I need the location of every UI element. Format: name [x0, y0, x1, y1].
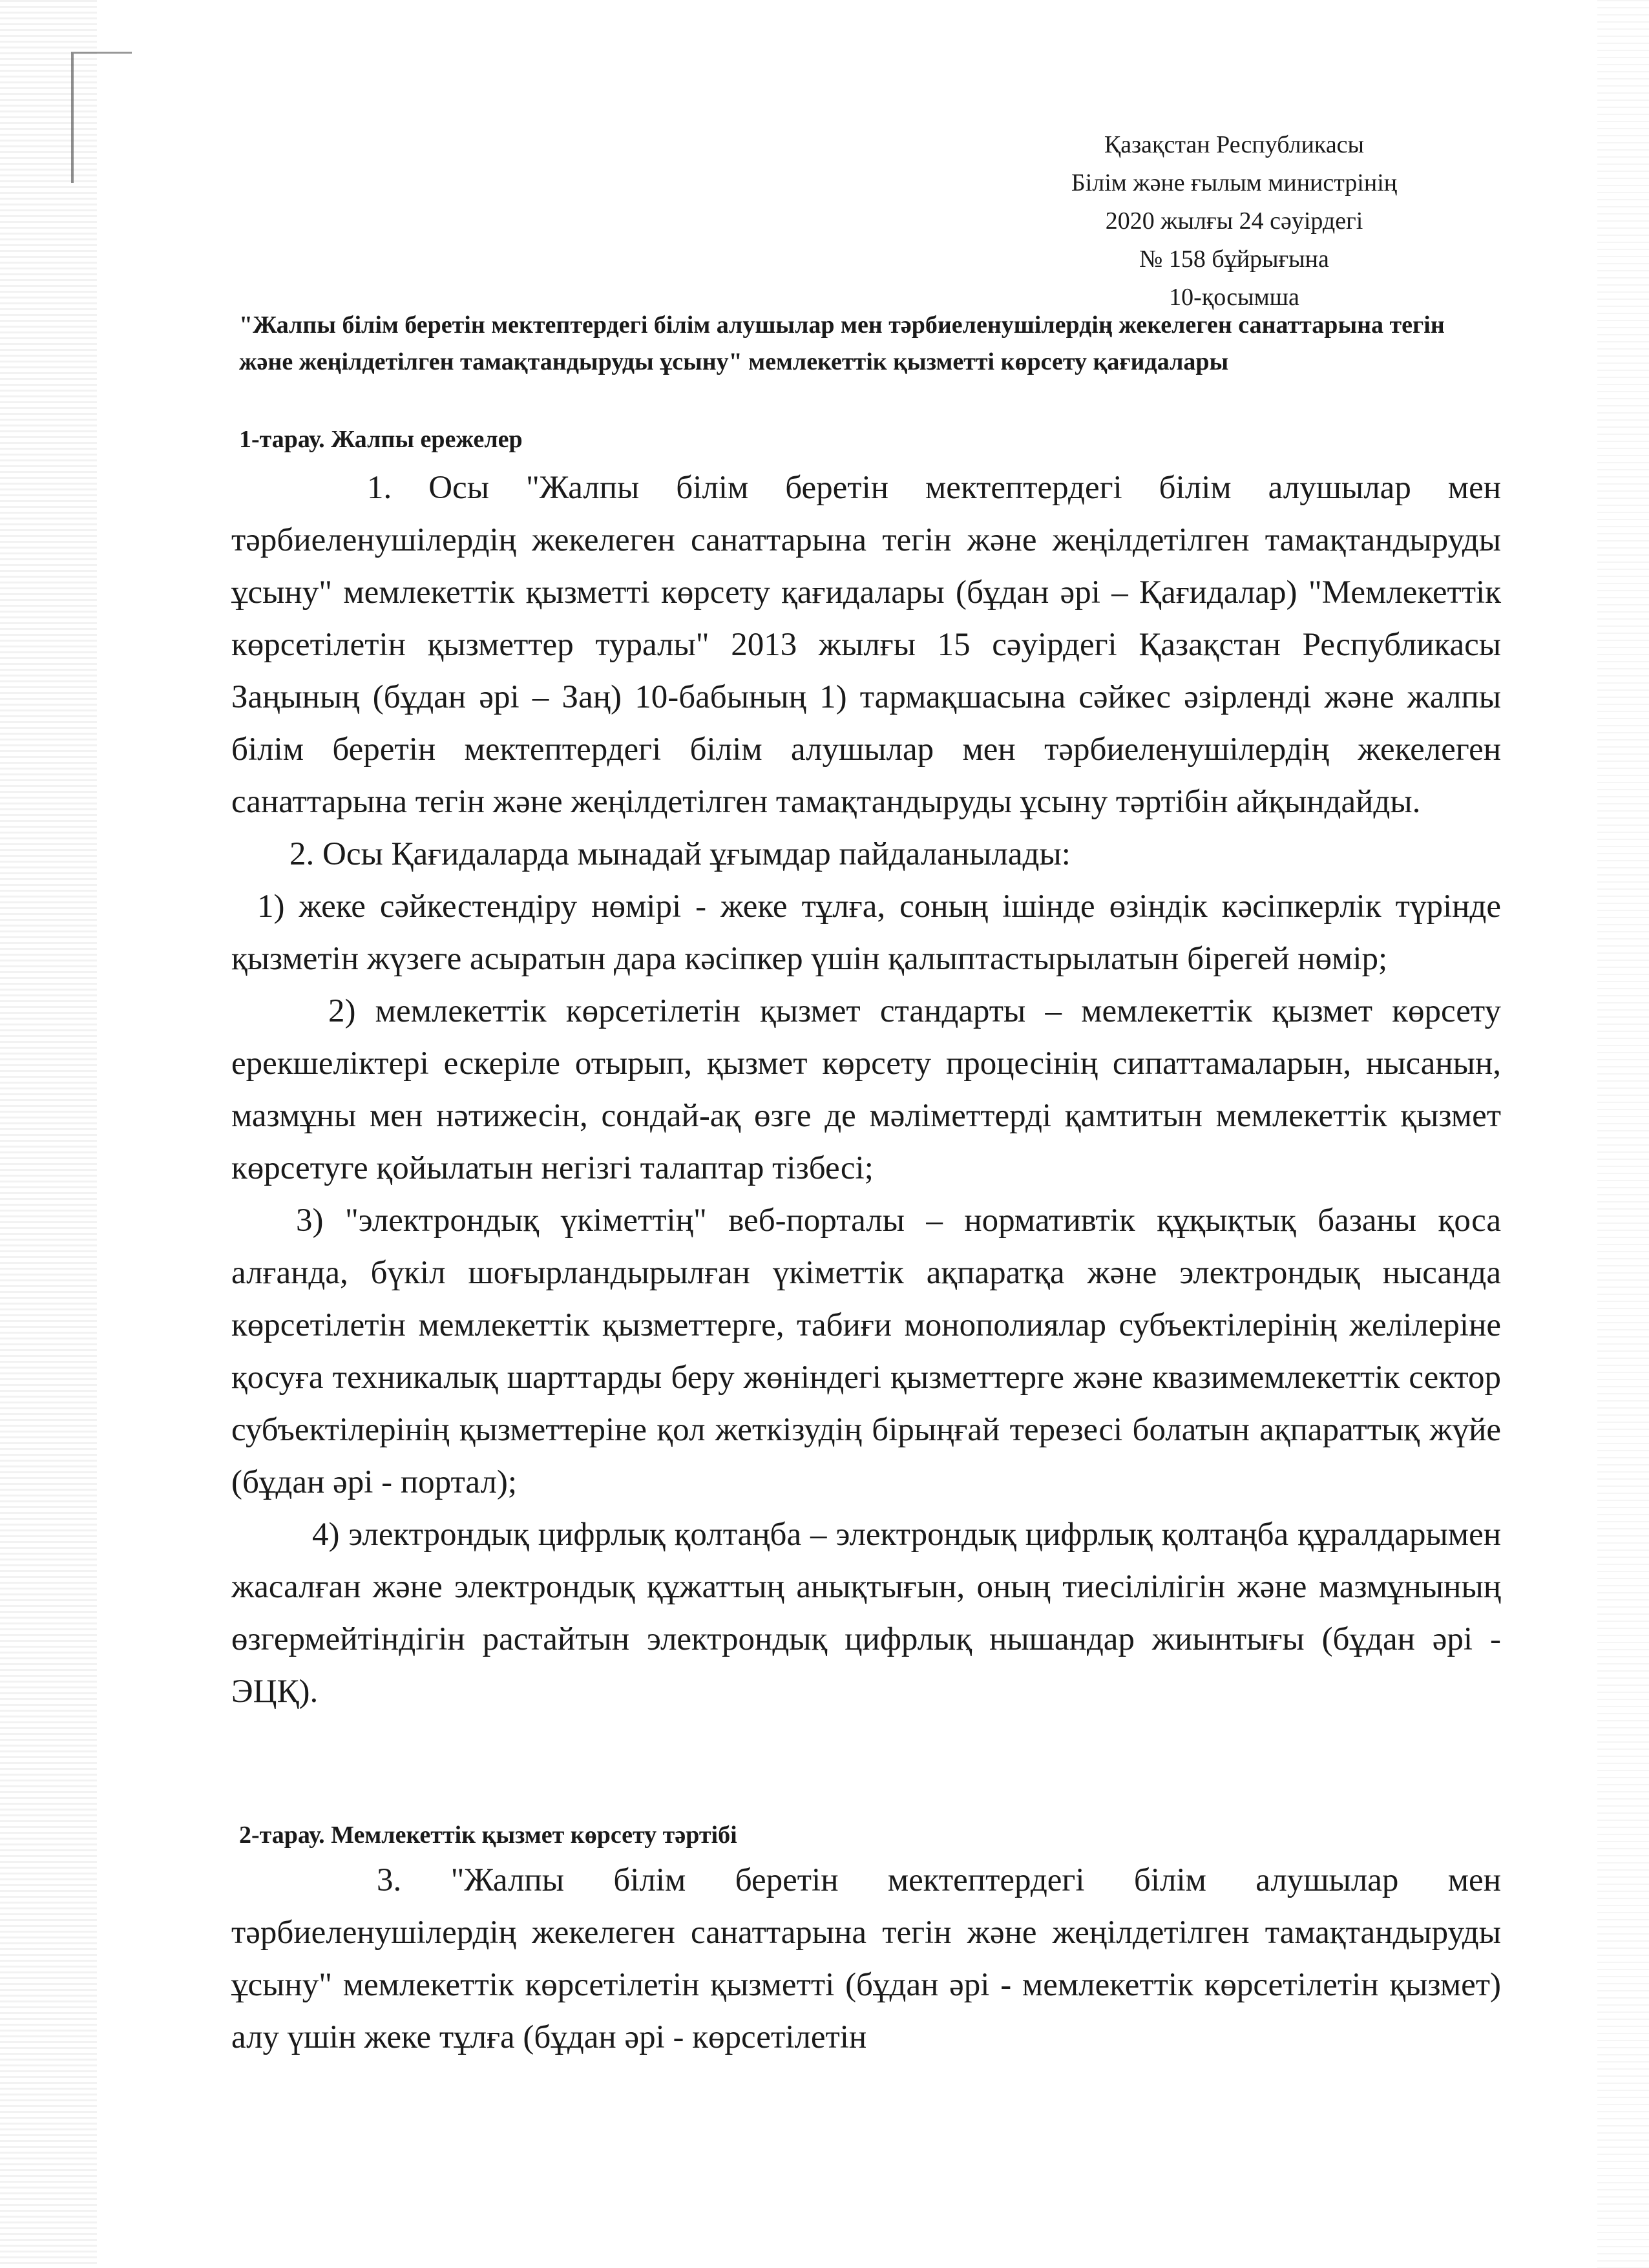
header-line-5: 10-қосымша: [1169, 284, 1299, 311]
section-1-heading: 1-тарау. Жалпы ережелер: [239, 426, 523, 453]
paragraph-item-2: 2) мемлекеттік көрсетілетін қызмет стандарты – мемлекеттік қызмет көрсету ерекшеліктері ескеріле отырып, қызмет көрсету процесінің сипаттамаларын, нысанын, мазмұны мен нәтижесін, сондай-ақ өзге де мәліметтерді қамтитын мемлекеттік қызмет көрсетуге қойылатын негізгі талаптар тізбесі;: [231, 993, 1501, 1186]
document-title: "Жалпы білім беретін мектептердегі білім алушылар мен тәрбиеленушілердің жекелеген санаттарына тегін және жеңілдетілген тамақтандыруды ұсыну" мемлекеттік қызметті көрсету қағидалары: [239, 311, 1445, 375]
section-2-body: [231, 1854, 1501, 2064]
paragraph-item-4: 4) электрондық цифрлық қолтаңба – электрондық цифрлық қолтаңба құралдарымен жасалған және электрондық құжаттың анықтығын, оның тиесілілігін және мазмұнының өзгермейтіндігін растайтын электрондық цифрлық нышандар жиынтығы (бұдан әрі - ЭЦҚ).: [231, 1517, 1501, 1710]
section-1-body: [231, 462, 1501, 1718]
paragraph-3: 3. "Жалпы білім беретін мектептердегі білім алушылар мен тәрбиеленушілердің жекелеген санаттарына тегін және жеңілдетілген тамақтандыруды ұсыну" мемлекеттік көрсетілетін қызметті (бұдан әрі - мемлекеттік көрсетілетін қызмет) алу үшін жеке тұлға (бұдан әрі - көрсетілетін: [231, 1862, 1501, 2055]
header-line-4: № 158 бұйрығына: [1139, 246, 1329, 273]
header-line-3: 2020 жылғы 24 сәуірдегі: [1105, 207, 1363, 235]
paragraph-1: 1. Осы "Жалпы білім беретін мектептердегі білім алушылар мен тәрбиеленушілердің жекелеген санаттарына тегін және жеңілдетілген тамақтандыруды ұсыну" мемлекеттік қызметті көрсету қағидалары (бұдан әрі – Қағидалар) "Мемлекеттік көрсетілетін қызметтер туралы" 2013 жылғы 15 сәуірдегі Қазақстан Республикасы Заңының (бұдан әрі – Заң) 10-бабының 1) тармақшасына сәйкес әзірленді және жалпы білім беретін мектептердегі білім алушылар мен тәрбиеленушілердің жекелеген санаттарына тегін және жеңілдетілген тамақтандыруды ұсыну тәртібін айқындайды.: [231, 470, 1501, 820]
header-line-2: Білім және ғылым министрінің: [1071, 169, 1398, 196]
appendix-header: [1008, 126, 1460, 317]
staple-mark: [71, 52, 132, 183]
scan-edge-right: [1597, 0, 1649, 2268]
scan-edge-left: [0, 0, 97, 2268]
paragraph-item-3: 3) "электрондық үкіметтің" веб-порталы – нормативтік құқықтық базаны қоса алғанда, бүкіл шоғырландырылған үкіметтік ақпаратқа және электрондық нысанда көрсетілетін мемлекеттік қызметтерге, табиғи монополиялар субъектілерінің желілеріне қосуға техникалық шарттарды беру жөніндегі қызметтерге және квазимемлекеттік сектор субъектілерінің қызметтеріне қол жеткізудің бірыңғай терезесі болатын ақпараттық жүйе (бұдан әрі - портал);: [231, 1202, 1501, 1500]
section-2-heading: 2-тарау. Мемлекеттік қызмет көрсету тәртібі: [239, 1822, 737, 1849]
paragraph-item-1: 1) жеке сәйкестендіру нөмірі - жеке тұлға, соның ішінде өзіндік кәсіпкерлік түрінде қызметін жүзеге асыратын дара кәсіпкер үшін қалыптастырылатын бірегей нөмір;: [231, 888, 1501, 977]
paragraph-2: 2. Осы Қағидаларда мынадай ұғымдар пайдаланылады:: [289, 836, 1071, 872]
header-line-1: Қазақстан Республикасы: [1104, 131, 1365, 158]
